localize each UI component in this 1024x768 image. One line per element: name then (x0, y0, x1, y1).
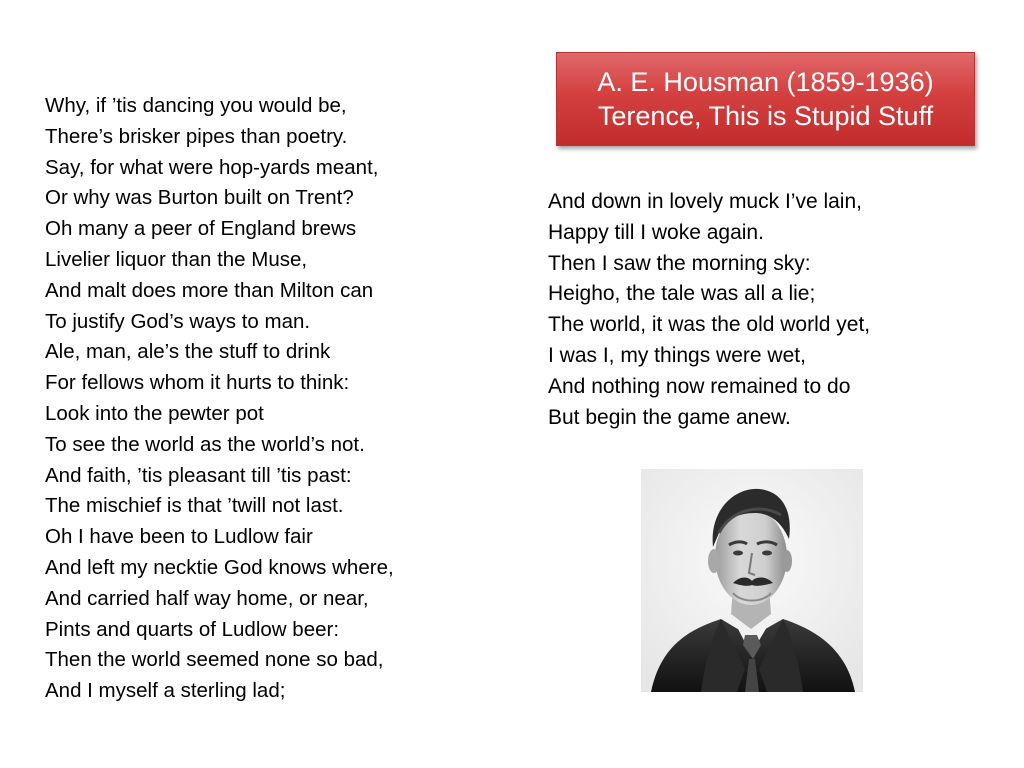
poem-line: And faith, ’tis pleasant till ’tis past: (45, 463, 352, 487)
poem-line: Look into the pewter pot (45, 401, 264, 425)
poem-line: I was I, my things were wet, (548, 343, 806, 367)
poem-line: Or why was Burton built on Trent? (45, 186, 354, 210)
poem-line: And malt does more than Milton can (45, 278, 374, 302)
poem-line: Say, for what were hop-yards meant, (45, 155, 379, 179)
author-portrait-photo (641, 469, 863, 692)
portrait-illustration (641, 469, 863, 692)
poem-line: To justify God’s ways to man. (45, 309, 311, 333)
right-poem-stanza (548, 187, 968, 433)
poem-line: And carried half way home, or near, (45, 586, 369, 610)
poem-line: The world, it was the old world yet, (548, 313, 871, 337)
poem-line: To see the world as the world’s not. (45, 432, 365, 456)
poem-line: And down in lovely muck I’ve lain, (548, 190, 862, 213)
poem-line: There’s brisker pipes than poetry. (45, 124, 348, 148)
poem-line: Why, if ’tis dancing you would be, (45, 94, 347, 117)
poem-line: Oh I have been to Ludlow fair (45, 525, 313, 549)
poem-line: For fellows whom it hurts to think: (45, 371, 350, 395)
poem-line: Happy till I woke again. (548, 220, 764, 244)
poem-line: Oh many a peer of England brews (45, 217, 357, 241)
left-poem-stanza (45, 91, 505, 707)
title-poem-line: Terence, This is Stupid Stuff (597, 101, 934, 131)
poem-line: Livelier liquor than the Muse, (45, 247, 308, 271)
poem-line: Ale, man, ale’s the stuff to drink (45, 340, 331, 364)
title-author-line: A. E. Housman (1859-1936) (597, 67, 934, 97)
poem-line: Then the world seemed none so bad, (45, 648, 384, 672)
poem-line: And nothing now remained to do (548, 374, 851, 398)
poem-line: The mischief is that ’twill not last. (45, 494, 344, 518)
poem-line: But begin the game anew. (548, 405, 791, 429)
poem-line: Pints and quarts of Ludlow beer: (45, 617, 340, 641)
poem-line: Then I saw the morning sky: (548, 251, 811, 275)
poem-line: Heigho, the tale was all a lie; (548, 282, 816, 306)
poem-line: And left my necktie God knows where, (45, 555, 394, 579)
poem-line: And I myself a sterling lad; (45, 679, 286, 703)
slide-title-box (556, 52, 975, 146)
